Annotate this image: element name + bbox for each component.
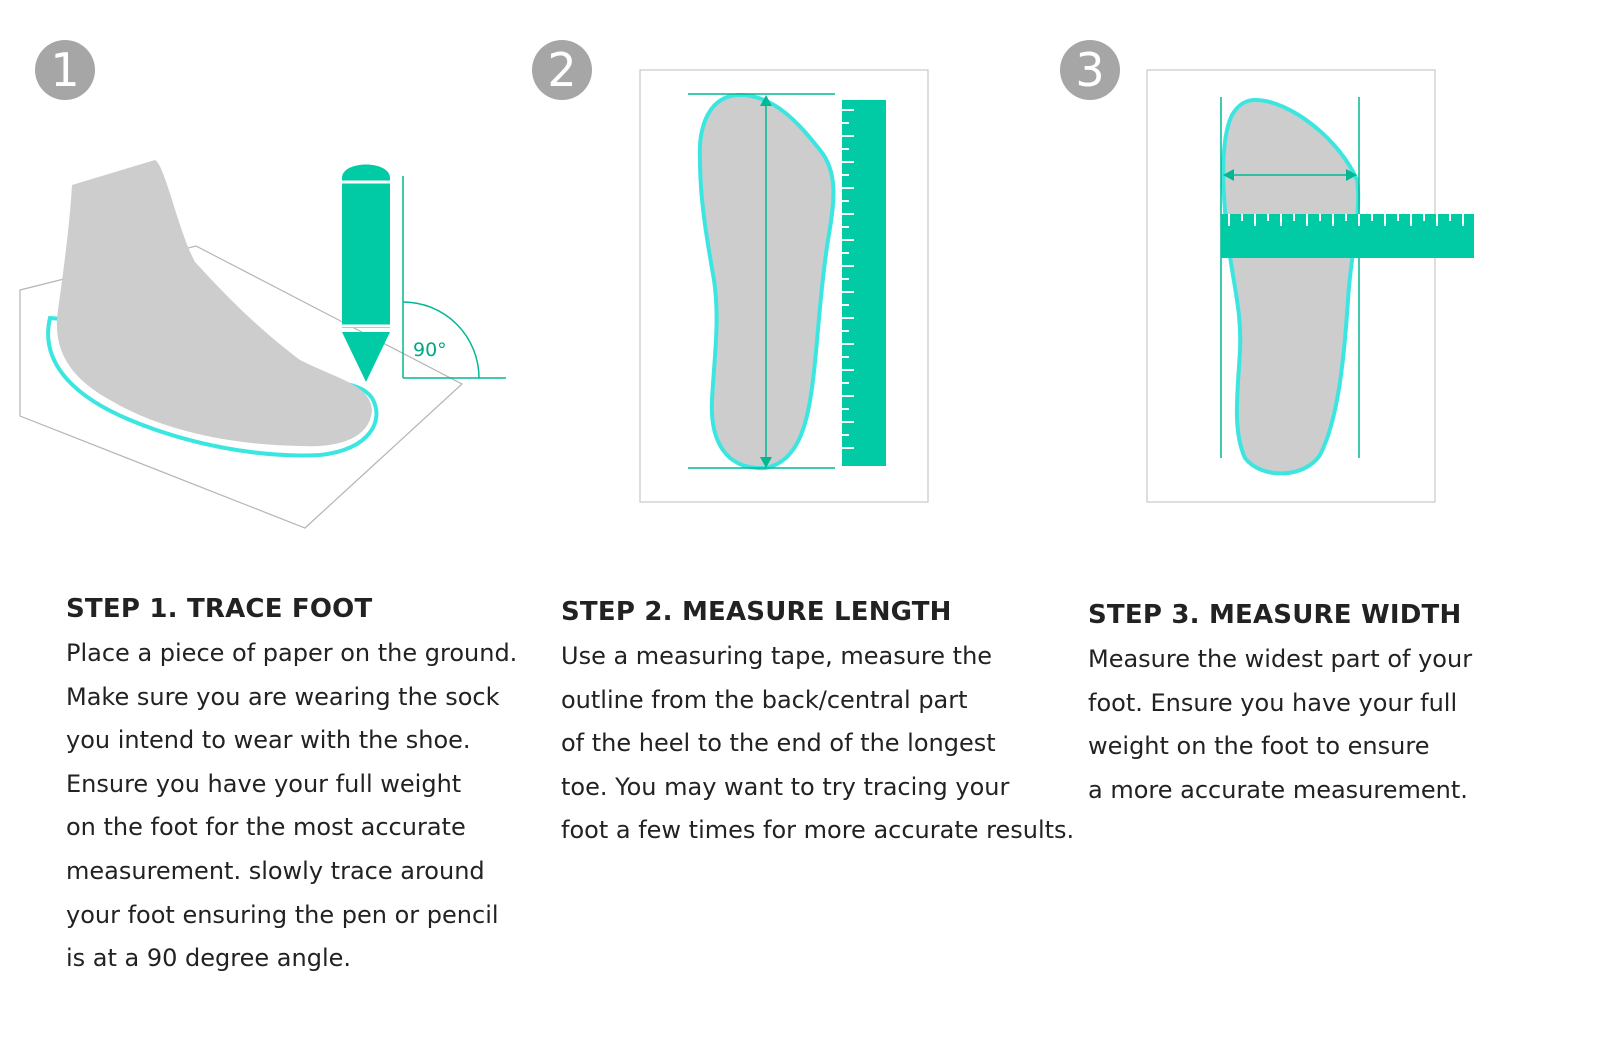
step-1-title: STEP 1. TRACE FOOT <box>66 594 373 624</box>
step-3-text <box>1088 600 1472 812</box>
foot-width-illustration <box>1147 70 1474 502</box>
ruler-icon <box>842 100 886 466</box>
step-1-text <box>66 594 517 981</box>
step-2-title: STEP 2. MEASURE LENGTH <box>561 597 952 627</box>
step-1-badge: 1 <box>35 40 95 100</box>
step-3-badge: 3 <box>1060 40 1120 100</box>
description-line: your foot ensuring the pen or pencil <box>66 900 499 929</box>
description-line: foot a few times for more accurate results. <box>561 816 1075 845</box>
description-line: weight on the foot to ensure <box>1088 732 1430 761</box>
step-2-description <box>561 635 1074 853</box>
description-line: you intend to wear with the shoe. <box>66 726 471 755</box>
description-line: Make sure you are wearing the sock <box>66 682 500 711</box>
description-line: toe. You may want to try tracing your <box>561 772 1010 801</box>
step-2-text <box>561 597 1074 853</box>
foot-tracing-illustration <box>20 160 506 528</box>
description-line: is at a 90 degree angle. <box>66 944 351 973</box>
description-line: measurement. slowly trace around <box>66 856 485 885</box>
step-3-description <box>1088 638 1472 812</box>
ruler-icon <box>1221 214 1474 258</box>
description-line: Use a measuring tape, measure the <box>561 642 993 670</box>
step-2-badge: 2 <box>532 40 592 100</box>
description-line: on the foot for the most accurate <box>66 813 466 842</box>
step-1-description <box>66 632 517 981</box>
description-line: Ensure you have your full weight <box>66 769 462 798</box>
description-line: Place a piece of paper on the ground. <box>66 639 518 667</box>
foot-length-illustration <box>640 70 928 502</box>
description-line: a more accurate measurement. <box>1088 775 1468 804</box>
description-line: outline from the back/central part <box>561 685 968 714</box>
angle-label: 90° <box>413 339 447 361</box>
step-3-title: STEP 3. MEASURE WIDTH <box>1088 600 1462 630</box>
description-line: Measure the widest part of your <box>1088 645 1473 673</box>
description-line: of the heel to the end of the longest <box>561 729 996 758</box>
description-line: foot. Ensure you have your full <box>1088 688 1458 717</box>
